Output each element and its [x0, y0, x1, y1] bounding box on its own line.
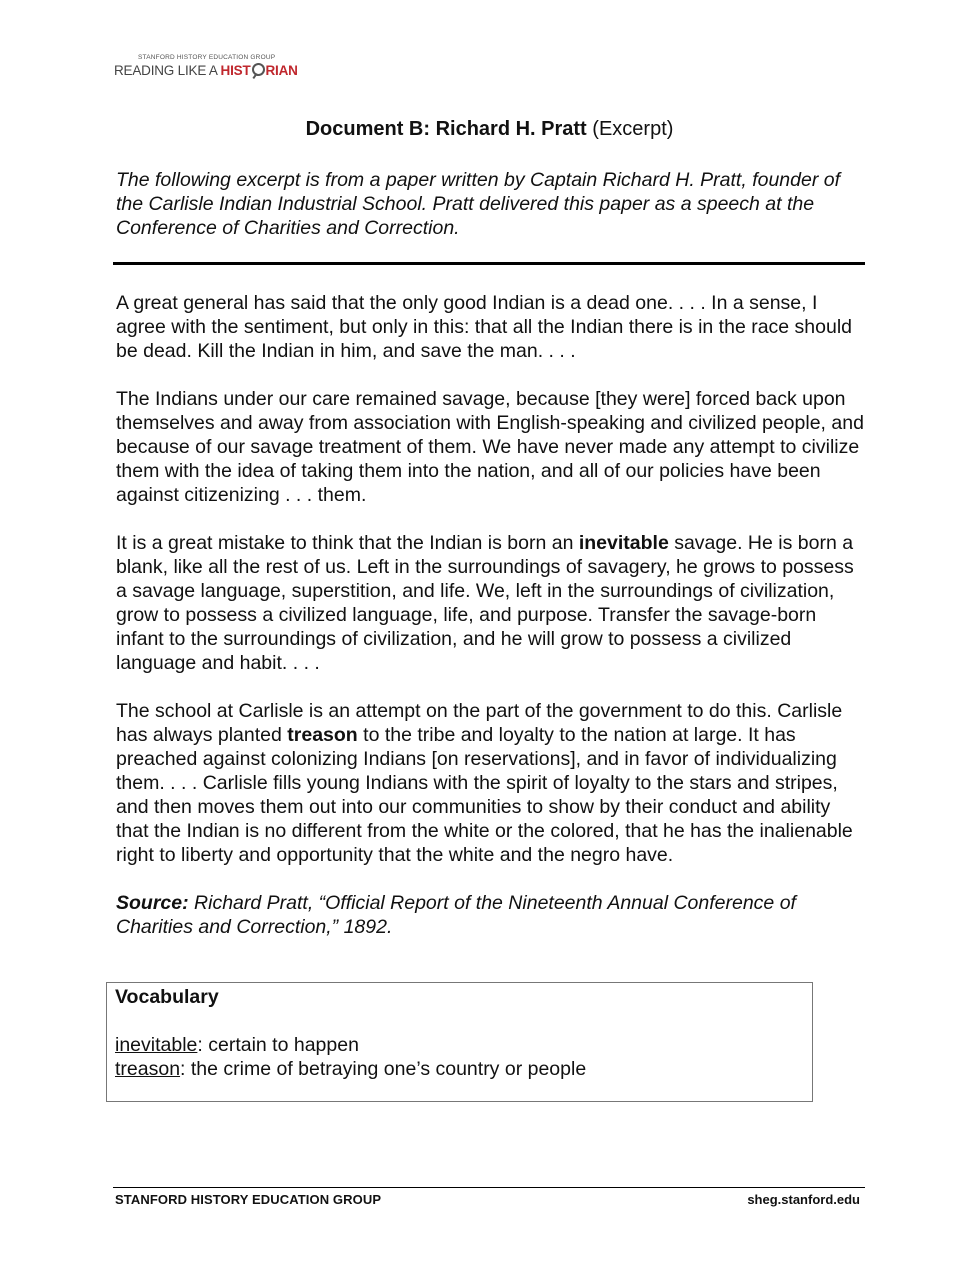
vocabulary-term: treason: [115, 1058, 181, 1080]
excerpt-paragraph-3: [116, 531, 868, 675]
footer-organization: STANFORD HISTORY EDUCATION GROUP: [115, 1192, 382, 1207]
vocab-highlight-treason: treason: [287, 724, 358, 746]
source-text: Richard Pratt, “Official Report of the Nineteenth Annual Conference of Charities and Correction,” 1892.: [116, 892, 796, 938]
excerpt-paragraph-2: The Indians under our care remained savage, because [they were] forced back upon themselves and away from association with English-speaking and civilized people, and because of our savage treatment of them. We have never made any attempt to civilize them with the idea of taking them into the nation, and all of our policies have been against citizenizing . . . them.: [116, 388, 864, 506]
source-citation: [116, 891, 868, 939]
logo-title-red-2: RIAN: [265, 63, 298, 78]
logo-title: [114, 62, 298, 79]
paragraph-3-start: It is a great mistake to think that the Indian is born an: [116, 532, 579, 554]
excerpt-paragraph-4: [116, 699, 868, 867]
vocabulary-item: [115, 1057, 812, 1081]
source-label: Source:: [116, 892, 189, 914]
document-title-suffix: (Excerpt): [586, 118, 674, 140]
vocab-highlight-inevitable: inevitable: [578, 532, 669, 554]
document-title-bold: Document B: Richard H. Pratt: [305, 118, 587, 140]
magnifying-glass-icon: [252, 63, 265, 76]
vocabulary-title: Vocabulary: [115, 986, 219, 1008]
paragraph-3-end: savage. He is born a blank, like all the rest of us. Left in the surroundings of savagery, he grows to possess a savage language, superstition, and life. We, left in the surroundings of civilization, grow to possess a civilized language, life, and purpose. Transfer the savage-born infant to the surroundings of civilization, and he will grow to possess a civilized language and habit. . . .: [116, 532, 854, 674]
vocabulary-definition: : certain to happen: [197, 1034, 359, 1056]
footer-website: sheg.stanford.edu: [747, 1192, 860, 1207]
logo-subtitle: STANFORD HISTORY EDUCATION GROUP: [138, 54, 276, 61]
vocabulary-term: inevitable: [115, 1034, 198, 1056]
vocabulary-definition: : the crime of betraying one’s country or people: [180, 1058, 587, 1080]
vocabulary-box: [106, 982, 813, 1102]
logo-title-red-1: HIST: [220, 63, 251, 78]
excerpt-paragraph-1: A great general has said that the only good Indian is a dead one. . . . In a sense, I agree with the sentiment, but only in this: that all the Indian there is in the race should be dead. Kill the Indian in him, and save the man. . . .: [116, 292, 853, 362]
intro-text: The following excerpt is from a paper written by Captain Richard H. Pratt, founder of the Carlisle Indian Industrial School. Pratt delivered this paper as a speech at the Conference of Charities and Correction.: [116, 169, 841, 239]
vocabulary-item: [115, 1033, 812, 1057]
section-divider: [113, 262, 865, 265]
sheg-logo: [114, 54, 298, 79]
excerpt-body: [116, 291, 868, 963]
paragraph-4-end: to the tribe and loyalty to the nation at large. It has preached against colonizing Indians [on reservations], and in favor of individualizing them. . . . Carlisle fills young Indians with the spirit of loyalty to the stars and stripes, and then moves them out into our communities to show by their conduct and ability that the Indian is no different from the white or the colored, that he has the inalienable right to liberty and opportunity that the white and the negro have.: [116, 724, 853, 866]
document-title: [0, 117, 979, 141]
paragraph-4-start: The school at Carlisle is an attempt on the part of the government to do this. Carlisle has always planted: [116, 700, 843, 746]
logo-title-prefix: READING LIKE A: [114, 63, 221, 78]
footer-divider: [113, 1187, 865, 1188]
